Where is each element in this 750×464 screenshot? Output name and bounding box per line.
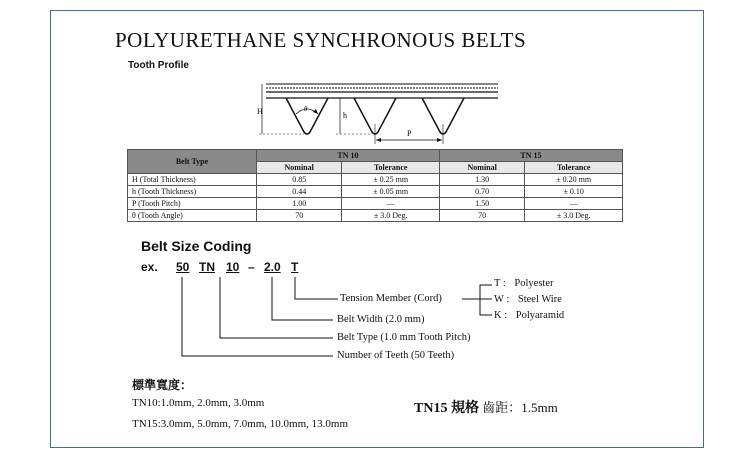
table-cell: 0.85 [257,174,342,186]
table-cell: ± 3.0 Deg. [525,210,623,222]
standard-widths-heading: 標準寬度： [132,378,193,392]
standard-widths-tn10: TN10:1.0mm, 2.0mm, 3.0mm [132,397,265,409]
table-row [128,174,623,186]
desc-belt-width: Belt Width (2.0 mm) [337,314,425,325]
dim-P-label: P [407,129,412,138]
row-label: P (Tooth Pitch) [128,198,257,210]
table-cell: 70 [257,210,342,222]
belt-size-coding-title: Belt Size Coding [141,238,252,254]
option-code: T : [494,278,506,289]
tn15-spec-pitch: 齒距：1.5mm [478,400,558,415]
tooth-profile-diagram [256,78,501,144]
group-tn10: TN 10 [257,150,440,162]
row-label: H (Total Thickness) [128,174,257,186]
row-label: h (Tooth Thickness) [128,186,257,198]
row-label: θ (Tooth Angle) [128,210,257,222]
table-cell: — [525,198,623,210]
group-tn15: TN 15 [439,150,622,162]
spec-table [127,149,623,222]
dim-theta-label: θ [304,105,308,113]
example-prefix: ex. [141,260,158,274]
code-pitch: 10 [226,260,240,274]
table-cell: 0.44 [257,186,342,198]
option-polyester [494,278,553,289]
table-cell: ± 0.20 mm [525,174,623,186]
tooth-profile-label: Tooth Profile [128,60,189,71]
table-cell: 70 [439,210,524,222]
table-row [128,186,623,198]
tn15-spec-title: TN15 規格 [414,401,479,416]
table-cell: 0.70 [439,186,524,198]
table-cell: 1.00 [257,198,342,210]
table-cell: ± 0.25 mm [342,174,440,186]
subheader: Nominal [257,162,342,174]
coding-example [141,260,299,274]
option-code: K : [494,310,508,321]
code-width: 2.0 [264,260,281,274]
code-cord: T [291,260,299,274]
table-cell: ± 0.05 mm [342,186,440,198]
table-row [128,198,623,210]
table-cell: 1.50 [439,198,524,210]
option-name: Steel Wire [517,294,562,305]
subheader: Tolerance [525,162,623,174]
table-cell: ± 3.0 Deg. [342,210,440,222]
subheader: Tolerance [342,162,440,174]
option-name: Polyester [514,278,554,289]
dim-H-label: H [257,107,263,116]
col-belt-type: Belt Type [128,150,257,174]
desc-tension-member: Tension Member (Cord) [340,293,442,304]
subheader: Nominal [439,162,524,174]
table-row [128,210,623,222]
option-polyaramid [494,310,564,321]
tn15-pitch-spec [414,397,558,417]
desc-belt-type: Belt Type (1.0 mm Tooth Pitch) [337,332,471,343]
code-type: TN [199,260,215,274]
page-title: POLYURETHANE SYNCHRONOUS BELTS [115,28,527,52]
option-name: Polyaramid [515,310,565,321]
option-code: W : [494,294,510,305]
code-dash: – [248,260,255,274]
desc-number-of-teeth: Number of Teeth (50 Teeth) [337,350,455,361]
table-cell: ± 0.10 [525,186,623,198]
option-steel-wire [494,294,562,305]
table-cell: — [342,198,440,210]
table-cell: 1.30 [439,174,524,186]
dim-h-label: h [343,111,347,120]
standard-widths-tn15: TN15:3.0mm, 5.0mm, 7.0mm, 10.0mm, 13.0mm [132,418,349,430]
code-teeth: 50 [176,260,190,274]
